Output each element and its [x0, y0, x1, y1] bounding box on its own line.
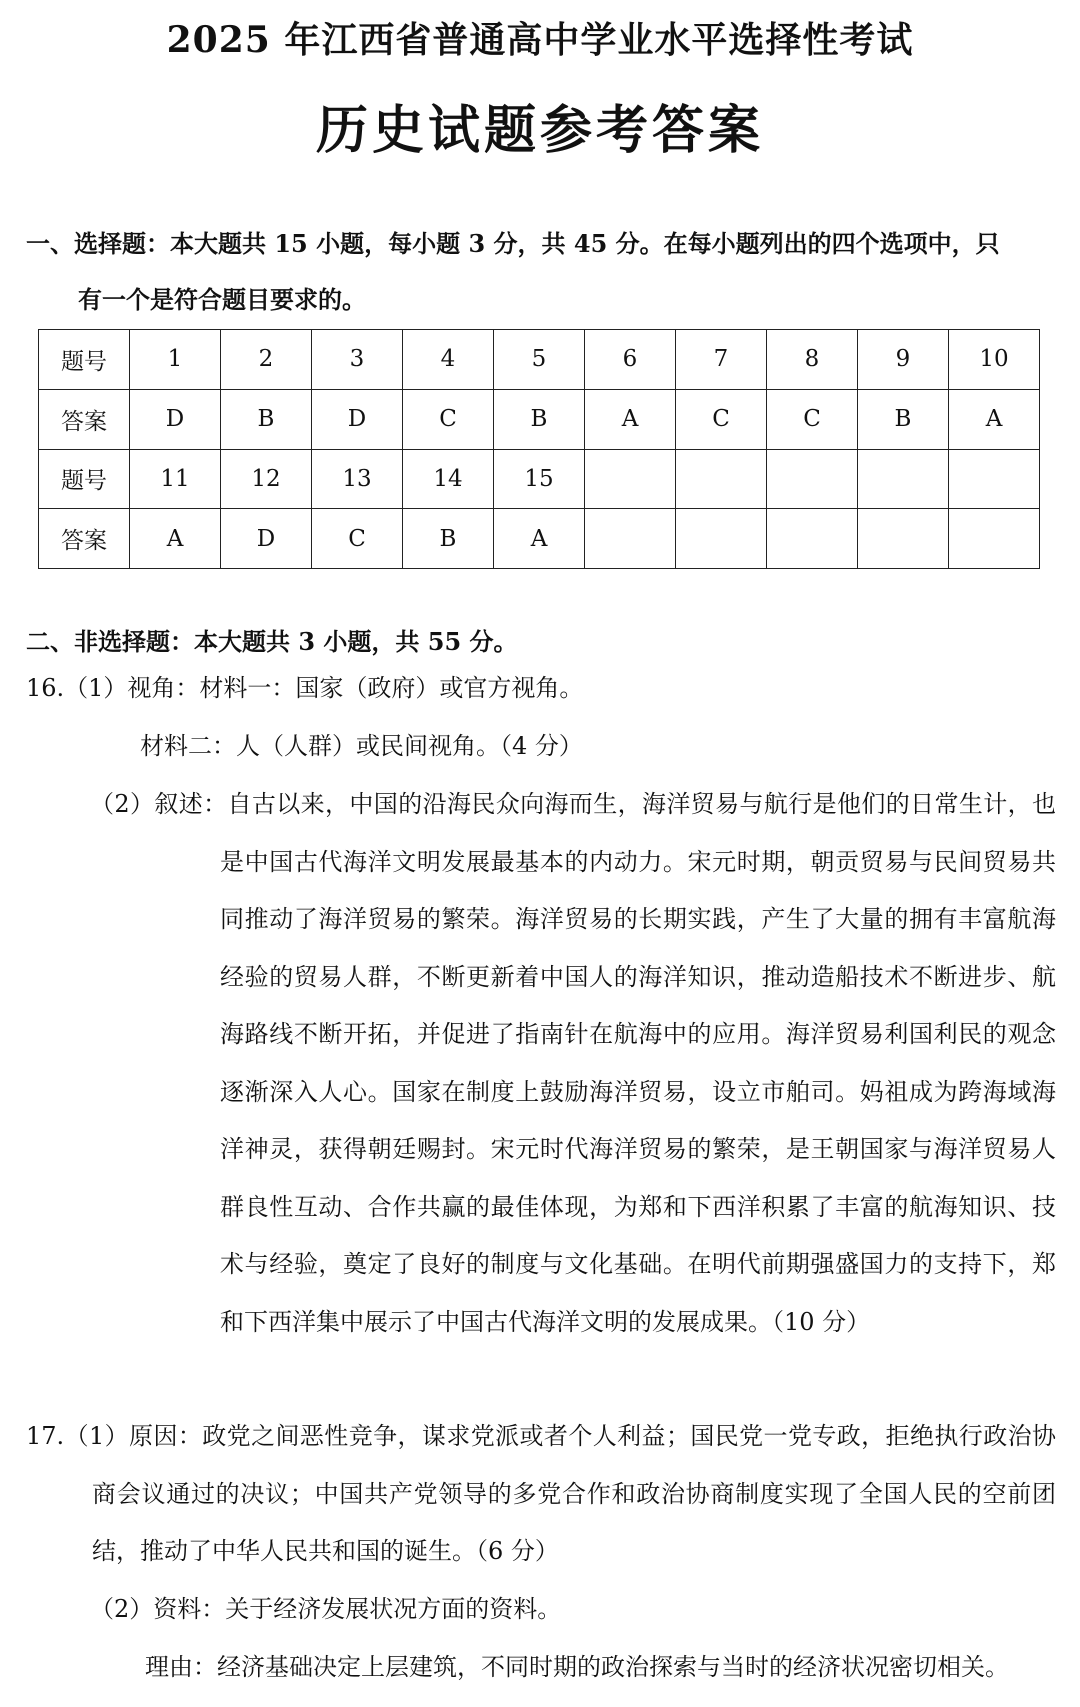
table-cell: 11	[130, 449, 221, 509]
row-label: 答案	[39, 509, 130, 569]
table-cell	[585, 449, 676, 509]
table-cell: 6	[585, 330, 676, 390]
exam-title: 2025 年江西省普通高中学业水平选择性考试	[166, 19, 914, 61]
q17-part1-text: 17.（1）原因：政党之间恶性竞争，谋求党派或者个人利益；国民党一党专政，拒绝执行政治协商会议通过的决议；中国共产党领导的多党合作和政治协商制度实现了全国人民的空前团结，推动了中华人民共和国的诞生。（6 分）	[26, 1422, 1056, 1565]
table-cell: B	[858, 389, 949, 449]
q17-part1	[26, 1408, 1056, 1581]
table-cell	[585, 509, 676, 569]
table-cell: C	[312, 509, 403, 569]
table-cell	[949, 509, 1040, 569]
table-cell: D	[312, 389, 403, 449]
table-cell: C	[767, 389, 858, 449]
table-cell: B	[221, 389, 312, 449]
q16-part2	[90, 776, 1056, 1351]
q17-part2-line1: （2）资料：关于经济发展状况方面的资料。	[90, 1595, 562, 1623]
q16-part1-line1: 16.（1）视角：材料一：国家（政府）或官方视角。	[26, 674, 584, 702]
table-cell	[767, 449, 858, 509]
table-cell: 9	[858, 330, 949, 390]
table-cell: 7	[676, 330, 767, 390]
q17-part2-line2: 理由：经济基础决定上层建筑，不同时期的政治探索与当时的经济状况密切相关。	[145, 1653, 1009, 1681]
table-cell: 13	[312, 449, 403, 509]
table-cell: 3	[312, 330, 403, 390]
table-cell: B	[403, 509, 494, 569]
table-cell: C	[403, 389, 494, 449]
q16-part2-prefix: （2）叙述：	[90, 790, 228, 818]
table-cell: 8	[767, 330, 858, 390]
table-cell: 1	[130, 330, 221, 390]
row-label: 题号	[39, 330, 130, 390]
q16-part2-text: 自古以来，中国的沿海民众向海而生，海洋贸易与航行是他们的日常生计，也是中国古代海洋文明发展最基本的内动力。宋元时期，朝贡贸易与民间贸易共同推动了海洋贸易的繁荣。海洋贸易的长期实践，产生了大量的拥有丰富航海经验的贸易人群，不断更新着中国人的海洋知识，推动造船技术不断进步、航海路线不断开拓，并促进了指南针在航海中的应用。海洋贸易利国利民的观念逐渐深入人心。国家在制度上鼓励海洋贸易，设立市舶司。妈祖成为跨海域海洋神灵，获得朝廷赐封。宋元时代海洋贸易的繁荣，是王朝国家与海洋贸易人群良性互动、合作共赢的最佳体现，为郑和下西洋积累了丰富的航海知识、技术与经验，奠定了良好的制度与文化基础。在明代前期强盛国力的支持下，郑和下西洋集中展示了中国古代海洋文明的发展成果。（10 分）	[220, 790, 1056, 1336]
table-cell: D	[221, 509, 312, 569]
section1-heading	[26, 216, 1056, 328]
table-cell: A	[585, 389, 676, 449]
table-cell	[858, 509, 949, 569]
answer-row	[39, 389, 1040, 449]
answer-row	[39, 509, 1040, 569]
table-cell	[949, 449, 1040, 509]
q16-part1-line2: 材料二：人（人群）或民间视角。（4 分）	[140, 732, 583, 760]
section1-heading-line2: 有一个是符合题目要求的。	[78, 285, 366, 314]
table-cell: 10	[949, 330, 1040, 390]
table-cell: 12	[221, 449, 312, 509]
q16-part2-paragraph	[90, 776, 1056, 1351]
table-cell: 15	[494, 449, 585, 509]
answer-table	[38, 329, 1040, 569]
table-cell: D	[130, 389, 221, 449]
table-cell	[676, 509, 767, 569]
table-cell: 5	[494, 330, 585, 390]
row-label: 题号	[39, 449, 130, 509]
section2-heading: 二、非选择题：本大题共 3 小题，共 55 分。	[26, 627, 518, 656]
paper-title: 历史试题参考答案	[315, 100, 764, 161]
row-label: 答案	[39, 389, 130, 449]
table-cell	[676, 449, 767, 509]
section1-heading-line1: 一、选择题：本大题共 15 小题，每小题 3 分，共 45 分。在每小题列出的四个选项中，只	[26, 229, 1000, 258]
table-cell: B	[494, 389, 585, 449]
table-cell: A	[130, 509, 221, 569]
table-cell: A	[949, 389, 1040, 449]
table-cell: 14	[403, 449, 494, 509]
number-row	[39, 330, 1040, 390]
table-cell	[858, 449, 949, 509]
table-cell: C	[676, 389, 767, 449]
table-cell: 4	[403, 330, 494, 390]
table-cell	[767, 509, 858, 569]
table-cell: A	[494, 509, 585, 569]
number-row	[39, 449, 1040, 509]
table-cell: 2	[221, 330, 312, 390]
